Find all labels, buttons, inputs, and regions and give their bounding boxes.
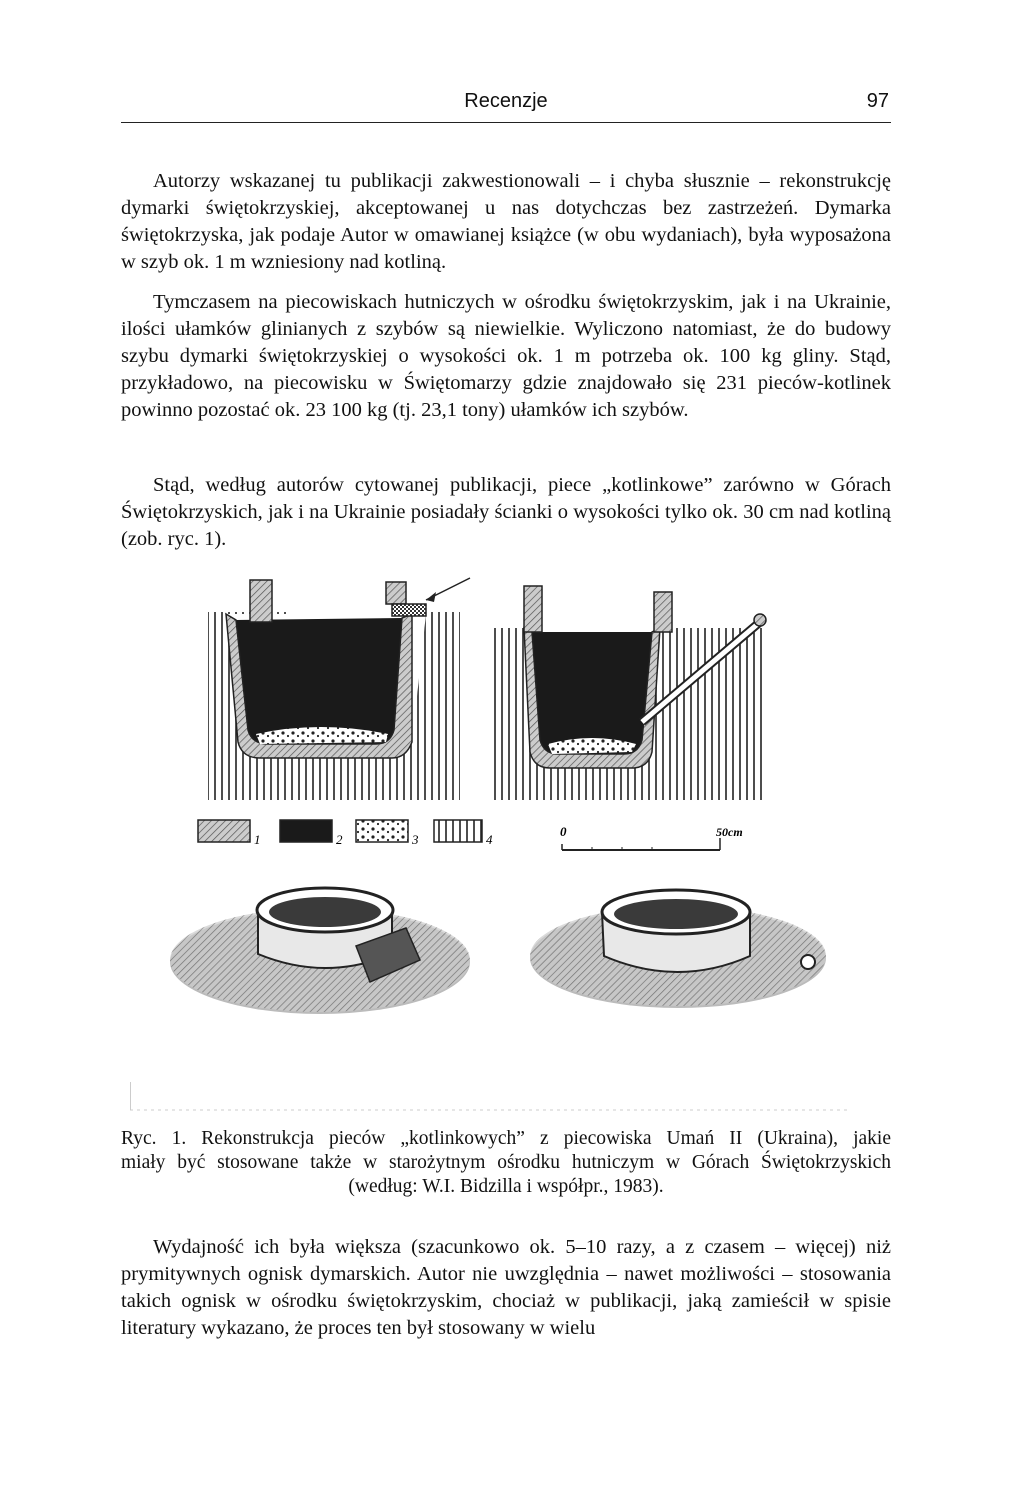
scale-end-label: 50cm	[716, 825, 743, 839]
figure-legend	[198, 820, 493, 847]
page-number: 97	[866, 90, 889, 112]
caption-line-3: (według: W.I. Bidzilla i współpr., 1983).	[348, 1176, 664, 1197]
figure-furnace-reconstruction	[130, 562, 892, 1122]
furnace-drawing	[130, 562, 892, 1122]
furnace-section-left	[208, 578, 470, 800]
paragraph-1: Autorzy wskazanej tu publikacji zakwestionowali – i chyba słusznie – rekonstrukcję dymarki świętokrzyskiej, akceptowanej u nas dotychczas bez zastrzeżeń. Dymarka świętokrzyska, jak podaje Autor w omawianej książce (w obu wydaniach), była wyposażona w szyb ok. 1 m wzniesiony nad kotliną.	[121, 169, 891, 273]
paragraph-3: Stąd, według autorów cytowanej publikacji, piece „kotlinkowe” zarówno w Górach Świętokrzyskich, jak i na Ukrainie posiadały ścianki o wysokości tylko ok. 30 cm nad kotliną (zob. ryc. 1).	[121, 473, 891, 550]
paragraph-4: Wydajność ich była większa (szacunkowo ok. 5–10 razy, a z czasem – więcej) niż prymitywnych ognisk dymarskich. Autor nie uwzględnia – nawet możliwości – stosowania takich ognisk w ośrodku świętokrzyskim, chociaż w publikacji, jaką zamieścił w spisie literatury wykazano, że proces ten był stosowany w wielu	[121, 1235, 891, 1339]
legend-swatch-1	[198, 820, 250, 842]
legend-swatch-2	[280, 820, 332, 842]
legend-label-3: 3	[412, 832, 419, 847]
section-title: Recenzje	[464, 90, 548, 112]
legend-swatch-3	[356, 820, 408, 842]
paragraph-2: Tymczasem na piecowiskach hutniczych w ośrodku świętokrzyskim, jak i na Ukrainie, ilości ułamków glinianych z szybów są niewielkie. Wyliczono natomiast, że do budowy szybu dymarki świętokrzyskiej o wysokości ok. 1 m potrzeba ok. 100 kg gliny. Stąd, przykładowo, na piecowisku w Świętomarzy gdzie znajdowało się 231 pieców-kotlinek powinno pozostać ok. 23 100 kg (tj. 23,1 tony) ułamków ich szybów.	[121, 290, 891, 421]
legend-label-1: 1	[254, 832, 261, 847]
legend-swatch-4	[434, 820, 482, 842]
running-header	[121, 88, 891, 123]
legend-label-2: 2	[336, 832, 343, 847]
furnace-section-right	[492, 586, 766, 800]
scale-bar	[560, 824, 743, 850]
caption-line-1: Ryc. 1. Rekonstrukcja pieców „kotlinkowych” z piecowiska Umań II (Ukraina), jakie	[121, 1128, 891, 1149]
furnace-sketch-left	[170, 888, 470, 1014]
figure-caption	[121, 1127, 891, 1199]
scale-start-label: 0	[560, 824, 567, 839]
legend-label-4: 4	[486, 832, 493, 847]
caption-line-2: miały być stosowane także w starożytnym ośrodku hutniczym w Górach Świętokrzyskich	[121, 1152, 891, 1173]
furnace-sketch-right	[530, 890, 826, 1008]
